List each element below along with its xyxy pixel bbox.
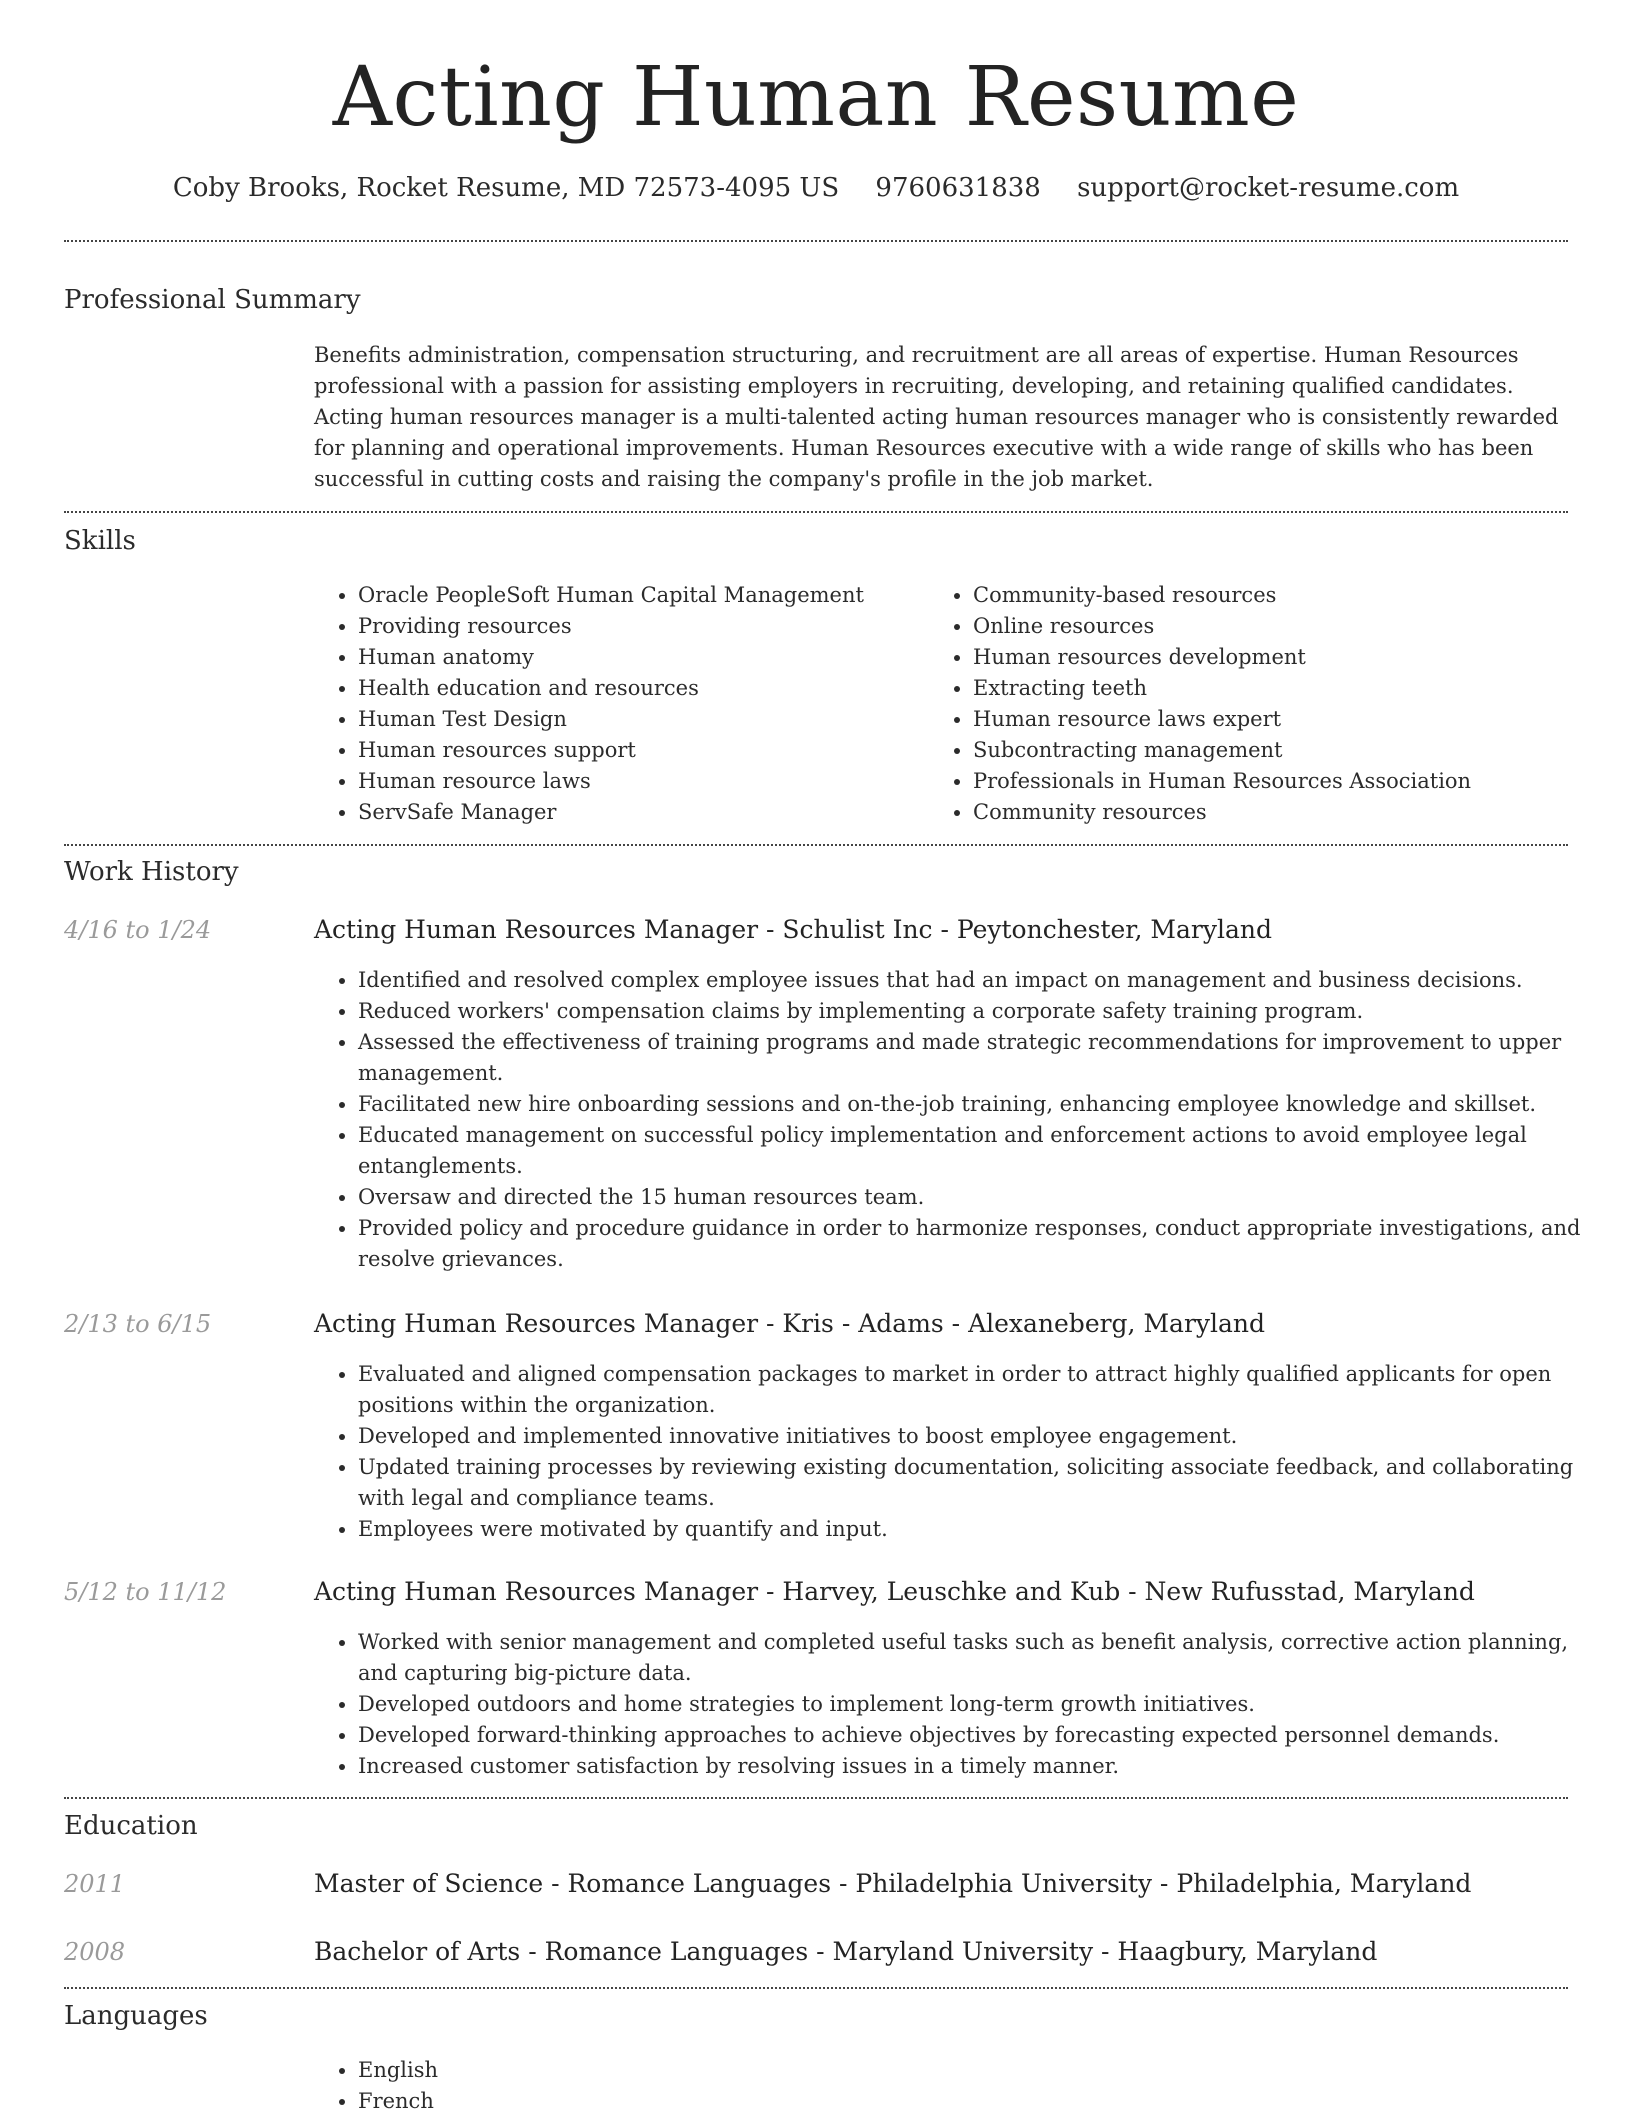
skills-list-left	[314, 580, 918, 828]
list-item: • Human resources development	[973, 642, 1593, 673]
list-item: • Developed and implemented innovative initiatives to boost employee engagement.	[358, 1421, 1612, 1452]
list-item: • Developed forward-thinking approaches to achieve objectives by forecasting expected personnel demands.	[358, 1720, 1612, 1751]
list-item: • Providing resources	[358, 611, 918, 642]
divider	[64, 1987, 1568, 1989]
section-heading-summary: Professional Summary	[64, 285, 361, 315]
job-dates: 2/13 to 6/15	[64, 1310, 212, 1338]
list-item: • ServSafe Manager	[358, 797, 918, 828]
summary-text: Benefits administration, compensation structuring, and recruitment are all areas of expertise. Human Resources professional with a passion for assisting employers in recruiting, developing, and retaining qualified candidates. Acting human resources manager is a multi-talented acting human resources manager who is consistently rewarded for planning and operational improvements. Human Resources executive with a wide range of skills who has been successful in cutting costs and raising the company's profile in the job market.	[314, 343, 1559, 491]
list-item: • Human resource laws expert	[973, 704, 1593, 735]
divider	[64, 844, 1568, 846]
job-dates: 4/16 to 1/24	[64, 916, 212, 944]
divider	[64, 240, 1568, 242]
list-item: • Educated management on successful policy implementation and enforcement actions to avoid employee legal entanglements.	[358, 1120, 1612, 1182]
divider	[64, 1797, 1568, 1799]
section-heading-education: Education	[64, 1811, 198, 1841]
job-bullets	[314, 965, 1612, 1275]
list-item: • Assessed the effectiveness of training programs and made strategic recommendations for improvement to upper management.	[358, 1027, 1612, 1089]
job-bullets	[314, 1627, 1612, 1782]
job-title: Acting Human Resources Manager - Harvey, Leuschke and Kub - New Rufusstad, Maryland	[314, 1577, 1475, 1606]
list-item: • Facilitated new hire onboarding sessions and on-the-job training, enhancing employee knowledge and skillset.	[358, 1089, 1612, 1120]
section-heading-languages: Languages	[64, 2001, 208, 2031]
resume-title: Acting Human Resume	[332, 50, 1300, 145]
list-item: • Community-based resources	[973, 580, 1593, 611]
list-item: • Human Test Design	[358, 704, 918, 735]
contact-line	[0, 170, 1632, 206]
contact-phone: 9760631838	[875, 173, 1041, 203]
job-title: Acting Human Resources Manager - Kris - Adams - Alexaneberg, Maryland	[314, 1309, 1266, 1338]
list-item: • Increased customer satisfaction by resolving issues in a timely manner.	[358, 1751, 1612, 1782]
contact-address: Coby Brooks, Rocket Resume, MD 72573-4095 US	[172, 173, 840, 203]
list-item: • Subcontracting management	[973, 735, 1593, 766]
list-item: • Community resources	[973, 797, 1593, 828]
contact-email[interactable]: support@rocket-resume.com	[1077, 173, 1460, 203]
list-item: • Identified and resolved complex employee issues that had an impact on management and business decisions.	[358, 965, 1612, 996]
list-item: • Developed outdoors and home strategies to implement long-term growth initiatives.	[358, 1689, 1612, 1720]
list-item: • Extracting teeth	[973, 673, 1593, 704]
section-heading-work: Work History	[64, 857, 239, 887]
list-item: • Human resources support	[358, 735, 918, 766]
list-item: • Professionals in Human Resources Association	[973, 766, 1593, 797]
job-title: Acting Human Resources Manager - Schulist Inc - Peytonchester, Maryland	[314, 915, 1272, 944]
section-heading-skills: Skills	[64, 526, 136, 556]
list-item: • Human anatomy	[358, 642, 918, 673]
languages-list	[314, 2055, 958, 2117]
job-bullets	[314, 1359, 1612, 1545]
list-item: • Employees were motivated by quantify and input.	[358, 1514, 1612, 1545]
education-year: 2008	[64, 1938, 126, 1966]
list-item: • Health education and resources	[358, 673, 918, 704]
list-item: • Oracle PeopleSoft Human Capital Management	[358, 580, 918, 611]
job-dates: 5/12 to 11/12	[64, 1578, 227, 1606]
list-item: • Evaluated and aligned compensation packages to market in order to attract highly qualified applicants for open positions within the organization.	[358, 1359, 1612, 1421]
education-degree: Bachelor of Arts - Romance Languages - Maryland University - Haagbury, Maryland	[314, 1937, 1378, 1966]
education-degree: Master of Science - Romance Languages - Philadelphia University - Philadelphia, Maryland	[314, 1869, 1472, 1898]
list-item: • Human resource laws	[358, 766, 918, 797]
divider	[64, 511, 1568, 513]
skills-list-right	[929, 580, 1593, 828]
list-item: • Reduced workers' compensation claims by implementing a corporate safety training program.	[358, 996, 1612, 1027]
list-item: • Provided policy and procedure guidance in order to harmonize responses, conduct appropriate investigations, and resolve grievances.	[358, 1213, 1612, 1275]
list-item: • French	[358, 2086, 958, 2117]
list-item: • Updated training processes by reviewing existing documentation, soliciting associate feedback, and collaborating with legal and compliance teams.	[358, 1452, 1612, 1514]
list-item: • English	[358, 2055, 958, 2086]
list-item: • Online resources	[973, 611, 1593, 642]
list-item: • Oversaw and directed the 15 human resources team.	[358, 1182, 1612, 1213]
list-item: • Worked with senior management and completed useful tasks such as benefit analysis, corrective action planning, and capturing big-picture data.	[358, 1627, 1612, 1689]
education-year: 2011	[64, 1870, 126, 1898]
